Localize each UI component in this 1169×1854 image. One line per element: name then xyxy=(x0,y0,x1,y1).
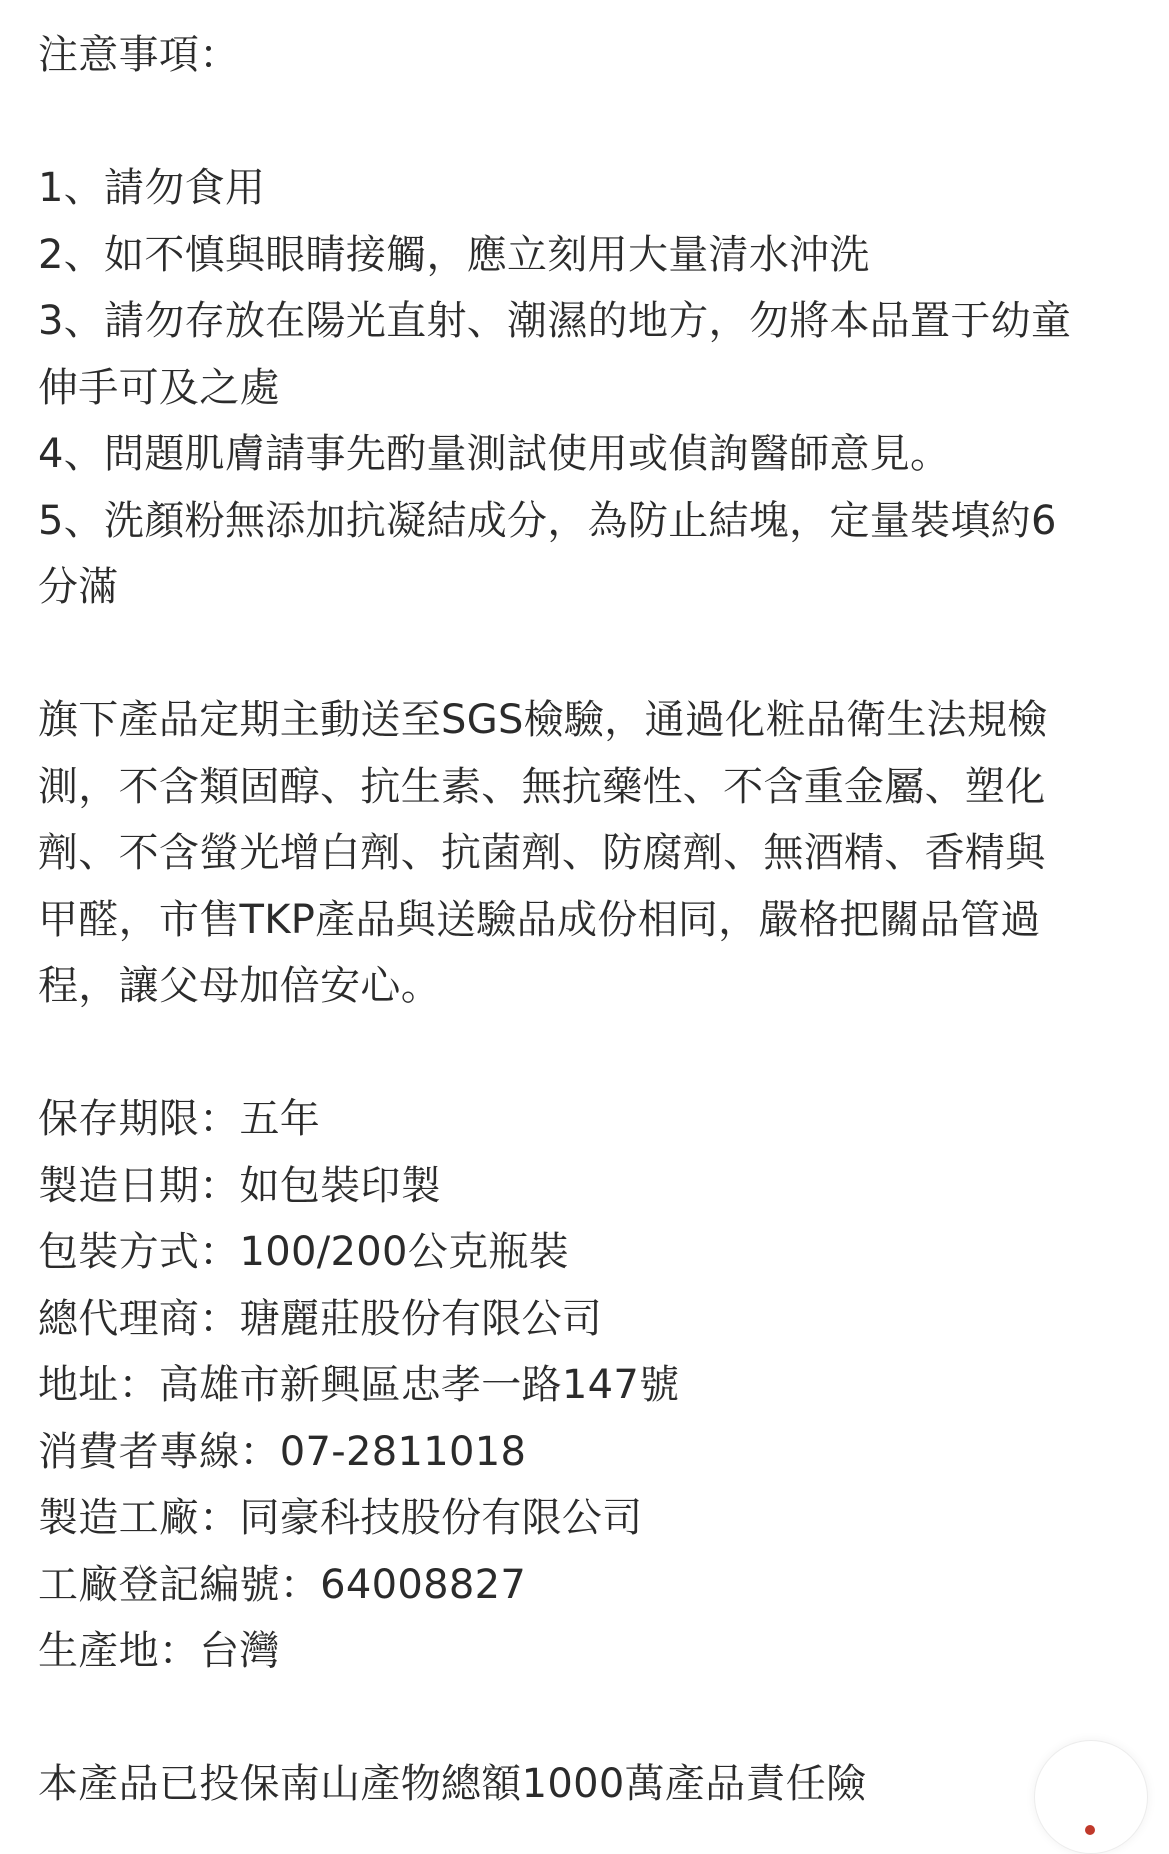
spacer xyxy=(38,1020,1138,1087)
testing-line: 旗下產品定期主動送至SGS檢驗，通過化粧品衛生法規檢 xyxy=(38,697,1048,743)
notice-line: 伸手可及之處 xyxy=(38,364,280,411)
info-packaging: 包裝方式：100/200公克瓶裝 xyxy=(38,1229,569,1275)
notice-line: 分滿 xyxy=(38,564,119,610)
notice-line: 4、問題肌膚請事先酌量測試使用或偵詢醫師意見。 xyxy=(38,431,951,477)
product-description xyxy=(38,22,1138,1818)
notification-dot-icon xyxy=(1085,1825,1095,1835)
testing-line: 測，不含類固醇、抗生素、無抗藥性、不含重金屬、塑化 xyxy=(38,763,1046,810)
info-shelf-life: 保存期限：五年 xyxy=(38,1096,321,1142)
spacer xyxy=(38,621,1138,688)
testing-paragraph xyxy=(38,687,1138,1020)
info-manufacture-date: 製造日期：如包裝印製 xyxy=(38,1162,441,1209)
info-distributor: 總代理商：瑭麗莊股份有限公司 xyxy=(38,1295,603,1342)
notice-line: 3、請勿存放在陽光直射、潮濕的地方，勿將本品置于幼童 xyxy=(38,298,1072,344)
info-address: 地址：高雄市新興區忠孝一路147號 xyxy=(38,1362,680,1408)
insurance-note: 本產品已投保南山產物總額1000萬產品責任險 xyxy=(38,1761,867,1807)
testing-line: 劑、不含螢光增白劑、抗菌劑、防腐劑、無酒精、香精與 xyxy=(38,830,1046,876)
info-origin: 生產地：台灣 xyxy=(38,1628,280,1674)
info-factory: 製造工廠：同豪科技股份有限公司 xyxy=(38,1495,643,1541)
spacer xyxy=(38,1685,1138,1752)
notice-heading: 注意事項： xyxy=(38,32,240,78)
notice-list xyxy=(38,155,1138,621)
notice-line: 1、請勿食用 xyxy=(38,165,266,211)
info-factory-registration: 工廠登記編號：64008827 xyxy=(38,1561,527,1608)
product-info-list xyxy=(38,1086,1138,1685)
notice-line: 2、如不慎與眼睛接觸，應立刻用大量清水沖洗 xyxy=(38,231,870,278)
floating-action-button[interactable] xyxy=(1034,1740,1148,1854)
testing-line: 甲醛，市售TKP產品與送驗品成份相同，嚴格把關品管過 xyxy=(38,896,1041,943)
info-hotline: 消費者專線：07-2811018 xyxy=(38,1428,527,1475)
notice-line: 5、洗顏粉無添加抗凝結成分，為防止結塊，定量裝填約6 xyxy=(38,497,1057,544)
spacer xyxy=(38,89,1138,156)
testing-line: 程，讓父母加倍安心。 xyxy=(38,963,441,1009)
